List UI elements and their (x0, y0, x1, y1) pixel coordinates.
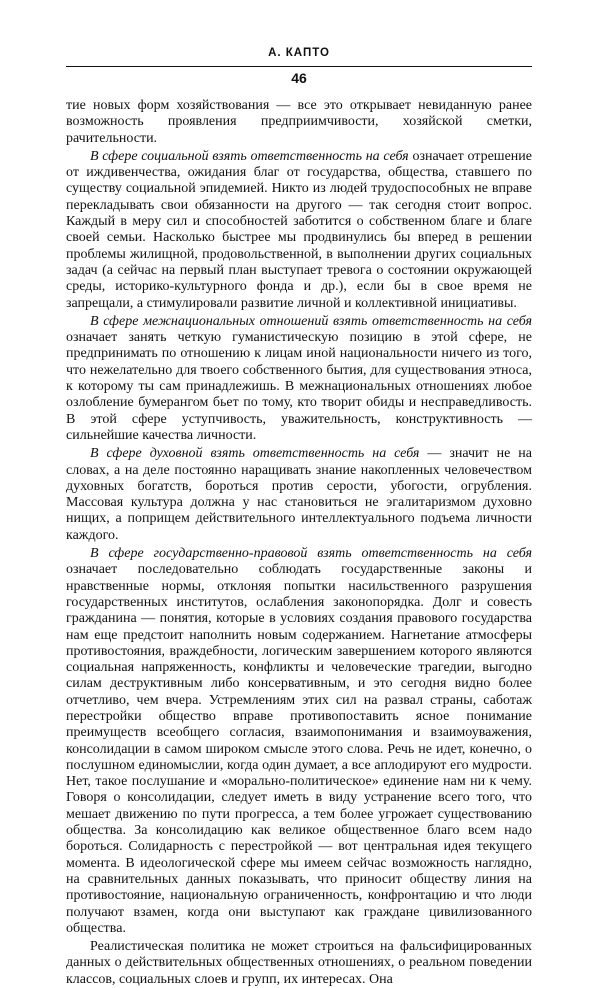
paragraph-text: тие новых форм хозяйствования — все это открывает невиданную ранее возможность проявления предприимчивости, хозяйской сметки, рачительности. (66, 98, 532, 146)
paragraph-4 (66, 446, 532, 544)
paragraph-italic-lead: В сфере социальной взять ответственность на себя (90, 148, 409, 164)
header-rule (66, 66, 532, 67)
page-number: 46 (291, 70, 307, 86)
paragraph-2 (66, 149, 532, 312)
paragraph-1 (66, 98, 532, 147)
paragraph-italic-lead: В сфере межнациональных отношений взять ответственность на себя (90, 313, 532, 329)
paragraph-italic-lead: В сфере духовной взять ответственность на себя (90, 446, 420, 462)
paragraph-text: означает последовательно соблюдать государственные законы и нравственные нормы, отклоняя попытки насильственного разрушения государственных институтов, ослабления законопорядка. Долг и совесть гражданина — понятия, которые в условиях создания правового государства нам еще предстоит наполнить новым содержанием. Нагнетание атмосферы противостояния, враждебности, логическим завершением которого являются социальная напряженность, конфликты и человеческие трагедии, выгодно силам деструктивным либо консервативным, и это сегодня видно более отчетливо, чем вчера. Устремлениям этих сил на развал страны, саботаж перестройки общество вправе противопоставить ясное понимание преимуществ всеобщего согласия, взаимопонимания и взаимоуважения, консолидации в самом широком смысле этого слова. Речь не идет, конечно, о послушном единомыслии, когда один думает, а все аплодируют его мудрости. Нет, такое послушание и «морально-политическое» единение нам ни к чему. Говоря о консолидации, следует иметь в виду устранение всего того, что мешает движению по пути прогресса, а тем более угрожает существованию общества. За консолидацию как великое общественное благо всем надо бороться. Солидарность с перестройкой — вот центральная идея текущего момента. В идеологической сфере мы имеем сейчас возможность наглядно, на сравнительных данных показывать, что приносит обществу линия на противостояние, национальную ограниченность, конфронтацию и что люди получают взамен, когда они выступают как граждане цивилизованного общества. (66, 562, 532, 936)
paragraph-italic-lead: В сфере государственно-правовой взять ответственность на себя (90, 546, 532, 562)
paragraph-text: Реалистическая политика не может строиться на фальсифицированных данных о действительных общественных отношениях, о реальном поведении классов, социальных слоев и групп, их интересах. Она (66, 939, 532, 987)
paragraph-text: означает занять четкую гуманистическую позицию в этой сфере, не предпринимать по отношению к лицам иной национальности ничего из того, что нежелательно для твоего собственного бытия, для существования этноса, к которому ты сам принадлежишь. В межнациональных отношениях любое озлобление бумерангом бьет по тому, кто творит обиды и несправедливость. В этой сфере уступчивость, уважительность, конструктивность — сильнейшие качества личности. (66, 330, 532, 443)
paragraph-3 (66, 314, 532, 444)
running-title: А. КАПТО (268, 47, 330, 59)
paragraph-5 (66, 546, 532, 937)
paragraph-text: означает отрешение от иждивенчества, ожидания благ от государства, общества, ставшего по существу социальной эпидемией. Никто из людей трудоспособных не вправе перекладывать свои обязанности на другого — так сегодня стоит вопрос. Каждый в меру сил и способностей заботится о собственном благе и благе своей семьи. Насколько быстрее мы продвинулись бы вперед в решении проблемы жилищной, продовольственной, в выполнении других социальных задач (а сейчас на первый план выступает тревога о состоянии окружающей среды, историко-культурного фонда и др.), если бы в свое время не запрещали, а стимулировали развитие личной и коллективной инициативы. (66, 148, 532, 311)
paragraph-text: — значит не на словах, а на деле постоянно наращивать знание накопленных человечеством духовных богатств, бороться против серости, убогости, огрубления. Массовая культура должна у нас становиться не эгалитаризмом духовно нищих, а поприщем действительного интеллектуального подъема личности каждого. (66, 446, 532, 543)
body-text (66, 98, 532, 988)
paragraph-6 (66, 939, 532, 988)
